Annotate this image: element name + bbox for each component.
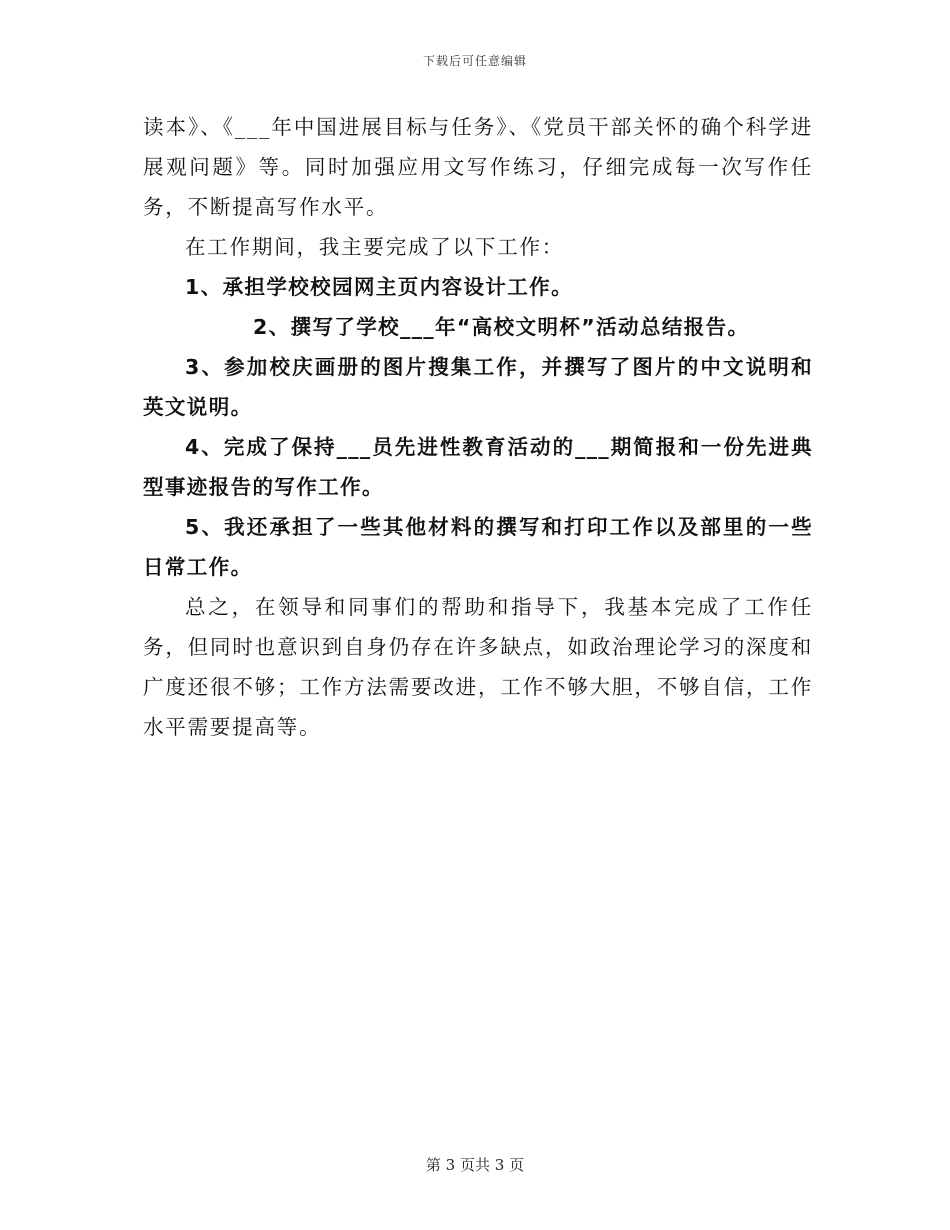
paragraph-summary: 总之，在领导和同事们的帮助和指导下，我基本完成了工作任务，但同时也意识到自身仍存在许多缺点，如政治理论学习的深度和广度还很不够；工作方法需要改进，工作不够大胆，不够自信，工作水平需要提高等。 xyxy=(143,595,813,739)
list-item-1: 1、承担学校校园网主页内容设计工作。 xyxy=(185,275,573,299)
list-item-5: 5、我还承担了一些其他材料的撰写和打印工作以及部里的一些日常工作。 xyxy=(143,515,813,579)
list-item-3: 3、参加校庆画册的图片搜集工作，并撰写了图片的中文说明和英文说明。 xyxy=(143,355,813,419)
list-item-2: 2、撰写了学校___年“高校文明杯”活动总结报告。 xyxy=(253,315,750,339)
page-footer: 第 3 页共 3 页 xyxy=(425,1156,525,1174)
list-item-4: 4、完成了保持___员先进性教育活动的___期简报和一份先进典型事迹报告的写作工作。 xyxy=(143,435,813,499)
paragraph-continuation: 读本》、《___年中国进展目标与任务》、《党员干部关怀的确个科学进展观问题》等。同时加强应用文写作练习，仔细完成每一次写作任务，不断提高写作水平。 xyxy=(143,115,813,219)
paragraph-intro: 在工作期间，我主要完成了以下工作： xyxy=(185,235,565,259)
document-body xyxy=(143,107,813,747)
page-header: 下载后可任意编辑 xyxy=(422,54,527,68)
